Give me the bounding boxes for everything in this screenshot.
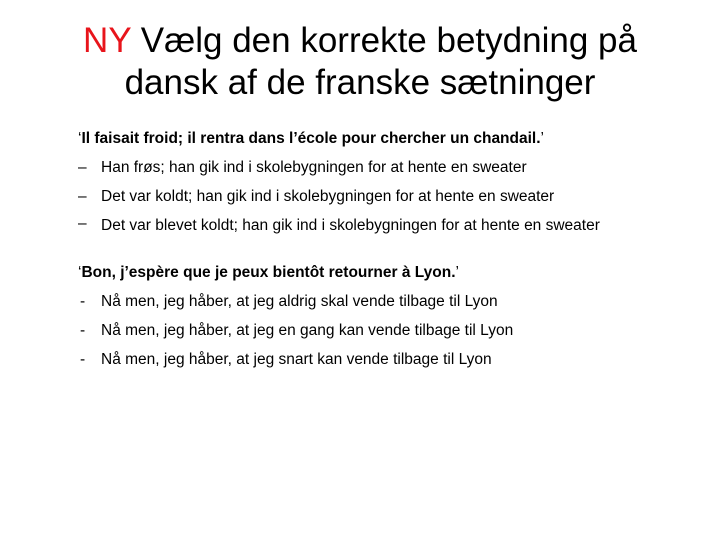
quote-open-mark: ‘ — [78, 130, 82, 147]
question-1-option-1[interactable] — [78, 153, 678, 182]
question-1-options — [78, 153, 678, 240]
hyphen-bullet: - — [80, 293, 86, 310]
question-2-option-1[interactable] — [78, 287, 678, 316]
dash-bullet: – — [78, 159, 87, 176]
option-text: Nå men, jeg håber, at jeg aldrig skal vende tilbage til Lyon — [101, 293, 498, 310]
french-sentence-2: Bon, j’espère que je peux bientôt retourner à Lyon. — [81, 264, 456, 281]
slide-title — [40, 20, 680, 104]
question-1-quote — [78, 124, 678, 153]
slide-content — [78, 124, 678, 374]
question-2-option-2[interactable] — [78, 316, 678, 345]
question-2-options — [78, 287, 678, 374]
option-text: Det var blevet koldt; han gik ind i skolebygningen for at hente en sweater — [101, 217, 600, 234]
hyphen-bullet: - — [80, 322, 86, 339]
title-new-tag: NY — [83, 21, 132, 60]
option-text: Nå men, jeg håber, at jeg snart kan vende tilbage til Lyon — [101, 351, 492, 368]
quote-open-mark: ‘ — [78, 264, 82, 281]
option-text: Nå men, jeg håber, at jeg en gang kan vende tilbage til Lyon — [101, 322, 514, 339]
french-sentence-1: Il faisait froid; il rentra dans l’école pour chercher un chandail. — [81, 130, 541, 147]
question-1 — [78, 124, 678, 240]
option-text: Han frøs; han gik ind i skolebygningen for at hente en sweater — [101, 159, 527, 176]
question-1-option-2[interactable] — [78, 182, 678, 211]
quote-close-mark: ’ — [455, 264, 459, 281]
hyphen-bullet: - — [80, 351, 86, 368]
option-text: Det var koldt; han gik ind i skolebygningen for at hente en sweater — [101, 188, 555, 205]
question-2-option-3[interactable] — [78, 345, 678, 374]
question-2 — [78, 258, 678, 374]
question-2-quote — [78, 258, 678, 287]
spacer — [78, 240, 678, 258]
dash-bullet: – — [78, 188, 87, 205]
dash-bullet: – — [78, 215, 87, 232]
quote-close-mark: ’ — [540, 130, 544, 147]
title-text: Vælg den korrekte betydning på dansk af de franske sætninger — [124, 21, 637, 102]
question-1-option-3[interactable] — [78, 211, 678, 240]
